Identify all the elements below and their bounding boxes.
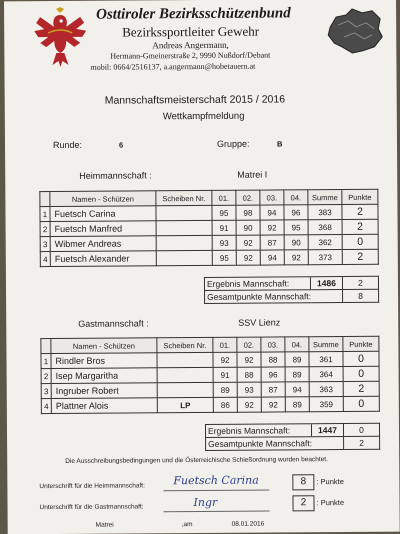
- score-01: 95: [212, 205, 236, 220]
- gesamt-value: 2: [344, 436, 380, 449]
- score-02: 92: [237, 397, 261, 412]
- col-punkte: Punkte: [343, 336, 379, 351]
- table-row: [41, 396, 379, 413]
- heim-punkte-label: : Punkte: [316, 477, 344, 487]
- shooter-name: Ingruber Robert: [51, 383, 157, 399]
- gruppe-label: Gruppe:: [216, 138, 250, 149]
- col-punkte: Punkte: [342, 189, 378, 204]
- ergebnis-label: Ergebnis Mannschaft:: [204, 277, 310, 291]
- department-name: Bezirkssportleiter Gewehr: [122, 23, 260, 40]
- gast-table: [40, 336, 380, 414]
- ergebnis-value: 1447: [311, 424, 343, 437]
- heim-table: [39, 189, 379, 267]
- col-01: 01.: [212, 190, 236, 205]
- punkte: 2: [342, 204, 378, 219]
- score-02: 88: [237, 367, 261, 382]
- score-02: 90: [236, 220, 260, 235]
- score-04: 95: [284, 220, 308, 235]
- form-title: Mannschaftsmeisterschaft 2015 / 2016: [104, 93, 286, 107]
- summe: 368: [308, 220, 342, 235]
- score-03: 92: [260, 220, 284, 235]
- ergebnis-label: Ergebnis Mannschaft:: [205, 424, 311, 438]
- punkte: 0: [343, 396, 379, 411]
- score-04: 89: [285, 397, 309, 412]
- col-summe: Summe: [309, 337, 343, 352]
- scheibe: LP: [157, 397, 213, 412]
- row-nr: 4: [40, 252, 50, 267]
- score-03: 94: [260, 205, 284, 220]
- score-02: 93: [237, 382, 261, 397]
- col-summe: Summe: [308, 190, 342, 205]
- shooter-name: Plattner Alois: [51, 398, 157, 414]
- score-04: 92: [284, 250, 308, 265]
- col-03: 03.: [260, 190, 284, 205]
- scheibe: [157, 367, 213, 382]
- table-row: [40, 249, 378, 266]
- score-04: 90: [284, 235, 308, 250]
- person-name: Andreas Angermann,: [152, 39, 229, 51]
- gast-result: [205, 423, 380, 451]
- gesamt-value: 8: [343, 289, 379, 302]
- score-03: 88: [261, 352, 285, 367]
- col-name: Namen - Schützen: [51, 338, 157, 354]
- score-03: 87: [260, 235, 284, 250]
- col-nr: [41, 339, 51, 354]
- am-label: ,am: [181, 521, 193, 529]
- scheibe: [157, 382, 213, 397]
- row-nr: 4: [41, 399, 51, 414]
- gast-punkte-label: : Punkte: [316, 498, 345, 508]
- summe: 363: [309, 382, 343, 397]
- heim-label: Heimmannschaft :: [79, 170, 152, 181]
- score-02: 92: [236, 235, 260, 250]
- scheibe: [157, 352, 213, 367]
- scheibe: [156, 205, 212, 220]
- col-04: 04.: [284, 190, 308, 205]
- date: 08.01.2016: [231, 520, 265, 528]
- col-scheibe: Scheiben Nr.: [156, 190, 212, 205]
- score-01: 86: [213, 397, 237, 412]
- ergebnis-value: 1486: [310, 277, 342, 290]
- score-04: 89: [285, 352, 309, 367]
- summe: 362: [308, 235, 342, 250]
- summe: 383: [308, 205, 342, 220]
- form-subtitle: Wettkampfmeldung: [162, 110, 245, 123]
- shooter-name: Isep Margaritha: [51, 368, 157, 384]
- gast-signature-line: [164, 511, 270, 513]
- runde-value: 6: [118, 140, 124, 150]
- punkte: 0: [343, 366, 379, 381]
- col-02: 02.: [236, 190, 260, 205]
- shooter-name: Fuetsch Manfred: [50, 221, 156, 237]
- heim-team: Matrei I: [237, 169, 268, 180]
- heim-signature: Fuetsch Carina: [173, 473, 259, 488]
- col-nr: [40, 192, 50, 207]
- score-01: 91: [213, 367, 237, 382]
- form-sheet: [4, 0, 400, 534]
- gast-signature-label: Unterschrift für die Gastmannschaft:: [39, 503, 144, 512]
- score-04: 94: [285, 382, 309, 397]
- shooter-name: Rindler Bros: [51, 353, 157, 369]
- heim-signature-label: Unterschrift für die Heimmannschaft:: [39, 482, 145, 491]
- col-name: Namen - Schützen: [50, 191, 156, 207]
- runde-label: Runde:: [52, 139, 83, 151]
- row-nr: 1: [41, 354, 51, 369]
- gesamt-label: Gesamtpunkte Mannschaft:: [205, 290, 343, 304]
- score-01: 89: [213, 382, 237, 397]
- shooter-name: Fuetsch Alexander: [50, 251, 156, 267]
- score-03: 87: [261, 382, 285, 397]
- place: Matrei: [95, 521, 114, 529]
- gast-signature: Ingr: [193, 495, 218, 510]
- address: Hermann-Gmeinerstraße 2, 9990 Nußdorf/Debant: [110, 50, 271, 61]
- ergebnis-punkte: 0: [343, 423, 379, 436]
- summe: 373: [308, 250, 342, 265]
- score-04: 89: [285, 367, 309, 382]
- col-04: 04.: [285, 337, 309, 352]
- score-01: 91: [212, 220, 236, 235]
- col-scheibe: Scheiben Nr.: [157, 337, 213, 352]
- summe: 359: [309, 397, 343, 412]
- score-03: 92: [261, 397, 285, 412]
- heim-result: [204, 276, 379, 304]
- gast-points-box: 2: [292, 495, 314, 511]
- row-nr: 3: [41, 384, 51, 399]
- row-nr: 2: [41, 369, 51, 384]
- score-03: 96: [261, 367, 285, 382]
- col-03: 03.: [261, 337, 285, 352]
- gast-team: SSV Lienz: [238, 317, 281, 328]
- heim-signature-line: [163, 490, 269, 492]
- heim-points-box: 8: [292, 474, 314, 490]
- col-02: 02.: [237, 337, 261, 352]
- score-04: 96: [284, 205, 308, 220]
- score-02: 92: [236, 250, 260, 265]
- shooter-name: Fuetsch Carina: [50, 206, 156, 222]
- tyrolean-eagle-icon: [34, 7, 86, 69]
- row-nr: 3: [40, 237, 50, 252]
- summe: 361: [309, 352, 343, 367]
- gesamt-label: Gesamtpunkte Mannschaft:: [206, 437, 344, 451]
- organization-name: Osttiroler Bezirksschützenbund: [96, 5, 291, 23]
- punkte: 2: [342, 249, 378, 264]
- row-nr: 2: [40, 222, 50, 237]
- rules-note: Die Ausschreibungsbedingungen und die Österreichische Schießordnung wurden beachtet.: [65, 456, 328, 465]
- scheibe: [156, 250, 212, 265]
- score-01: 95: [212, 250, 236, 265]
- punkte: 0: [343, 351, 379, 366]
- score-01: 93: [212, 235, 236, 250]
- ergebnis-punkte: 2: [342, 276, 378, 289]
- score-01: 92: [213, 352, 237, 367]
- summe: 364: [309, 367, 343, 382]
- gast-label: Gastmannschaft :: [78, 318, 149, 329]
- score-03: 94: [260, 250, 284, 265]
- scheibe: [156, 235, 212, 250]
- punkte: 0: [342, 234, 378, 249]
- row-nr: 1: [40, 207, 50, 222]
- punkte: 2: [343, 381, 379, 396]
- col-01: 01.: [213, 337, 237, 352]
- score-02: 92: [237, 352, 261, 367]
- gruppe-value: B: [276, 139, 283, 149]
- punkte: 2: [342, 219, 378, 234]
- shooter-name: Wibmer Andreas: [50, 236, 156, 252]
- score-02: 98: [236, 205, 260, 220]
- scheibe: [156, 220, 212, 235]
- district-map-icon: [326, 7, 384, 55]
- contact: mobil: 0664/2516137, a.angermann@hobetauern.at: [90, 61, 256, 72]
